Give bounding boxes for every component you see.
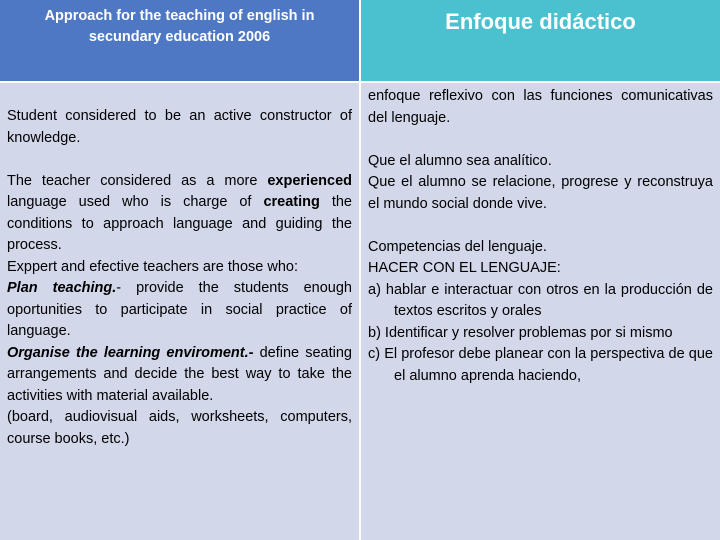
header-right xyxy=(361,0,720,81)
row-divider xyxy=(0,81,720,83)
right-paragraph-2: Que el alumno sea analítico. xyxy=(368,152,552,169)
left-text xyxy=(0,83,359,450)
left-paragraph-6: (board, audiovisual aids, worksheets, computers, course books, etc.) xyxy=(7,409,352,447)
left-paragraph-1: Student considered to be an active constructor of knowledge. xyxy=(7,108,352,146)
left-p2-bold-experienced: experienced xyxy=(267,172,352,189)
right-paragraph-1: enfoque reflexivo con las funciones comunicativas del lenguaje. xyxy=(368,88,713,126)
right-list-item-a: a) hablar e interactuar con otros en la producción de textos escritos y orales xyxy=(368,281,713,319)
right-list-item-c: c) El profesor debe planear con la perspectiva de que el alumno aprenda haciendo, xyxy=(368,346,713,384)
left-p2-bold-creating: creating xyxy=(263,194,320,210)
left-term-organise: Organise the learning enviroment.- xyxy=(7,344,254,361)
right-list-item-b: b) Identificar y resolver problemas por si mismo xyxy=(368,324,673,341)
left-p2-part-a: The teacher considered as a more xyxy=(7,172,268,189)
left-paragraph-3: Exppert and efective teachers are those who: xyxy=(7,258,298,275)
left-term-plan-teaching: Plan teaching. xyxy=(7,280,117,296)
header-right-title: Enfoque didáctico xyxy=(445,9,636,34)
left-p5-text: define seating arrangements and decide the best way to take the activities with material available. xyxy=(7,344,352,404)
body-left xyxy=(0,83,359,540)
header-left xyxy=(0,0,359,81)
right-text xyxy=(361,83,720,387)
right-paragraph-5: HACER CON EL LENGUAJE: xyxy=(368,260,561,276)
header-left-title: Approach for the teaching of english in secundary education 2006 xyxy=(44,8,315,45)
left-paragraph-2 xyxy=(7,171,352,257)
left-p2-part-c: language used who is charge of xyxy=(7,194,264,210)
right-paragraph-4: Competencias del lenguaje. xyxy=(368,238,547,255)
right-paragraph-3: Que el alumno se relacione, progrese y reconstruya el mundo social donde vive. xyxy=(368,174,713,212)
left-paragraph-4 xyxy=(7,278,352,343)
left-p4-text: - provide the students enough oportunities to participate in social practice of language. xyxy=(7,280,352,339)
left-p2-part-e: the conditions to approach language and guiding the process. xyxy=(7,194,352,253)
body-right xyxy=(361,83,720,540)
left-paragraph-5 xyxy=(7,343,352,408)
